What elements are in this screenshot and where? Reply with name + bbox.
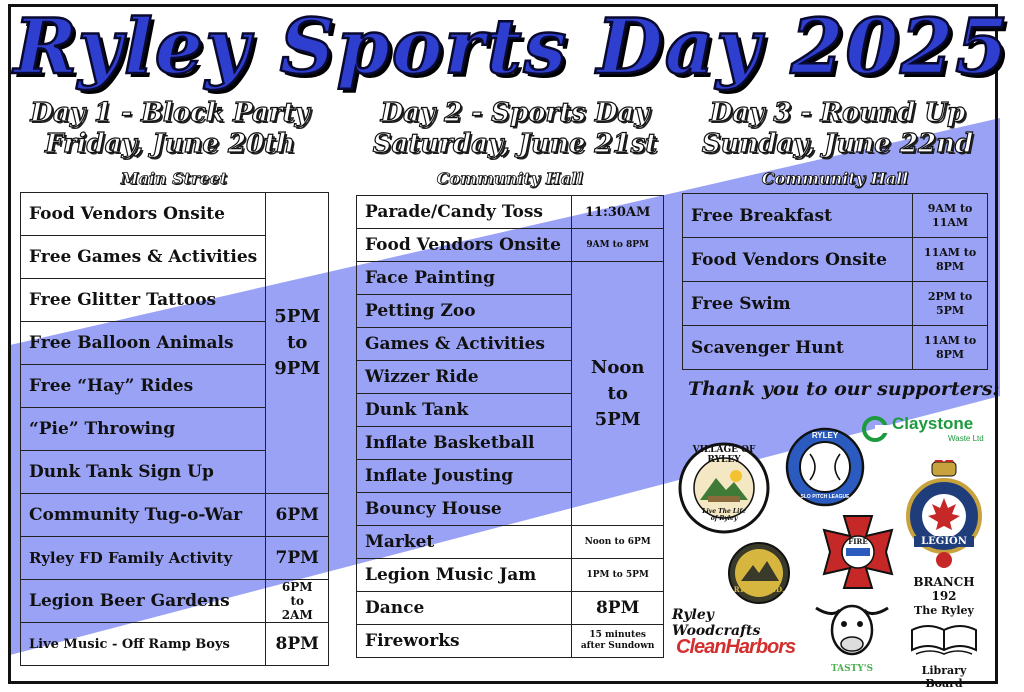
event-label: Inflate Basketball <box>357 427 572 460</box>
event-time: 9AM to 11AM <box>913 194 988 238</box>
event-time: 7PM <box>266 537 329 580</box>
ryley-woodcrafts-logo: Ryley Woodcrafts <box>672 607 761 639</box>
event-label: Face Painting <box>357 262 572 295</box>
event-label: Market <box>357 526 572 559</box>
event-label: Scavenger Hunt <box>683 326 913 370</box>
claystone-sub: Waste Ltd <box>948 434 984 443</box>
bull-icon <box>812 594 892 666</box>
library-board-logo <box>902 604 986 690</box>
table-row <box>357 196 664 229</box>
table-row <box>21 193 329 236</box>
day3-name: Day 3 - Round Up <box>709 98 966 128</box>
table-row <box>357 592 664 625</box>
ryalta-icon <box>727 541 791 605</box>
day1-header <box>10 98 330 160</box>
clean-harbors-logo: CleanHarbors <box>676 636 796 658</box>
event-time: 11:30AM <box>572 196 664 229</box>
event-label: “Pie” Throwing <box>21 408 266 451</box>
table-row <box>357 262 664 295</box>
event-label: Legion Beer Gardens <box>21 580 266 623</box>
event-label: Games & Activities <box>357 328 572 361</box>
day3-venue: Community Hall <box>761 169 909 188</box>
event-label: Food Vendors Onsite <box>683 238 913 282</box>
event-time: 8PM <box>266 623 329 666</box>
table-row <box>21 494 329 537</box>
event-label: Dunk Tank Sign Up <box>21 451 266 494</box>
table-row <box>683 282 988 326</box>
event-label: Petting Zoo <box>357 295 572 328</box>
table-row <box>21 580 329 623</box>
day3-header <box>680 98 995 160</box>
event-time: 9AM to 8PM <box>572 229 664 262</box>
maltese-cross-icon <box>822 514 894 590</box>
event-time: 6PM to 2AM <box>266 580 329 623</box>
claystone-name: Claystone <box>892 414 974 433</box>
table-row <box>357 526 664 559</box>
legion-crest-icon <box>904 460 984 570</box>
event-label: Free “Hay” Rides <box>21 365 266 408</box>
event-label: Free Glitter Tattoos <box>21 279 266 322</box>
table-row <box>21 623 329 666</box>
event-time: 2PM to 5PM <box>913 282 988 326</box>
open-book-icon <box>902 620 986 660</box>
ryalta-name: RYALTA IND. <box>733 585 785 594</box>
slopitch-top: RYLEY <box>811 431 839 440</box>
event-label: Fireworks <box>357 625 572 658</box>
fire-department-logo <box>822 514 894 590</box>
table-row <box>21 537 329 580</box>
claystone-logo <box>862 414 987 444</box>
event-label: Free Games & Activities <box>21 236 266 279</box>
event-label: Dunk Tank <box>357 394 572 427</box>
event-label: Community Tug-o-War <box>21 494 266 537</box>
day2-venue: Community Hall <box>436 169 584 188</box>
event-time: 15 minutes after Sundown <box>572 625 664 658</box>
table-row <box>683 194 988 238</box>
event-time: 6PM <box>266 494 329 537</box>
event-label: Parade/Candy Toss <box>357 196 572 229</box>
table-row <box>357 559 664 592</box>
event-time: 8PM <box>572 592 664 625</box>
day2-date: Saturday, June 21st <box>372 129 658 159</box>
fire-label: FIRE <box>848 537 868 546</box>
event-time: 11AM to 8PM <box>913 238 988 282</box>
event-label: Food Vendors Onsite <box>357 229 572 262</box>
village-name: VILLAGE OF RYLEY <box>692 445 756 465</box>
legion-name: LEGION <box>914 536 974 547</box>
event-label: Ryley FD Family Activity <box>21 537 266 580</box>
day1-venue: Main Street <box>120 169 228 188</box>
event-label: Wizzer Ride <box>357 361 572 394</box>
event-label: Free Swim <box>683 282 913 326</box>
event-label: Inflate Jousting <box>357 460 572 493</box>
village-of-ryley-logo <box>676 442 772 534</box>
table-row <box>357 625 664 658</box>
event-time: Noon to 6PM <box>572 526 664 559</box>
event-label: Bouncy House <box>357 493 572 526</box>
event-label: Dance <box>357 592 572 625</box>
table-row <box>683 326 988 370</box>
ryalta-logo <box>727 541 791 605</box>
slopitch-bottom: SLO PITCH LEAGUE <box>800 494 850 500</box>
event-time: Noon to 5PM <box>572 262 664 526</box>
event-label: Live Music - Off Ramp Boys <box>21 623 266 666</box>
tastys-logo <box>812 594 892 680</box>
table-row <box>683 238 988 282</box>
legion-logo <box>904 460 984 603</box>
library-bottom: Library Board <box>921 664 967 690</box>
table-row <box>357 229 664 262</box>
slo-pitch-league-logo <box>784 426 866 508</box>
event-time: 11AM to 8PM <box>913 326 988 370</box>
village-motto: Live The Life of Ryley <box>702 508 746 522</box>
day2-schedule <box>356 195 664 658</box>
event-time: 5PM to 9PM <box>266 193 329 494</box>
event-time: 1PM to 5PM <box>572 559 664 592</box>
day1-name: Day 1 - Block Party <box>30 98 310 128</box>
day2-header <box>350 98 680 160</box>
day3-date: Sunday, June 22nd <box>701 129 974 159</box>
day3-schedule <box>682 193 988 370</box>
tastys-name: TASTY'S <box>830 664 874 674</box>
event-label: Food Vendors Onsite <box>21 193 266 236</box>
event-label: Free Balloon Animals <box>21 322 266 365</box>
day2-name: Day 2 - Sports Day <box>380 98 650 128</box>
library-top: The Ryley <box>914 604 974 617</box>
legion-branch: BRANCH 192 <box>913 575 975 603</box>
supporters-heading: Thank you to our supporters: <box>688 378 1000 400</box>
event-label: Free Breakfast <box>683 194 913 238</box>
event-label: Legion Music Jam <box>357 559 572 592</box>
day1-date: Friday, June 20th <box>44 129 296 159</box>
page-title: Ryley Sports Day 2025 <box>13 2 1011 91</box>
day1-schedule <box>20 192 329 666</box>
